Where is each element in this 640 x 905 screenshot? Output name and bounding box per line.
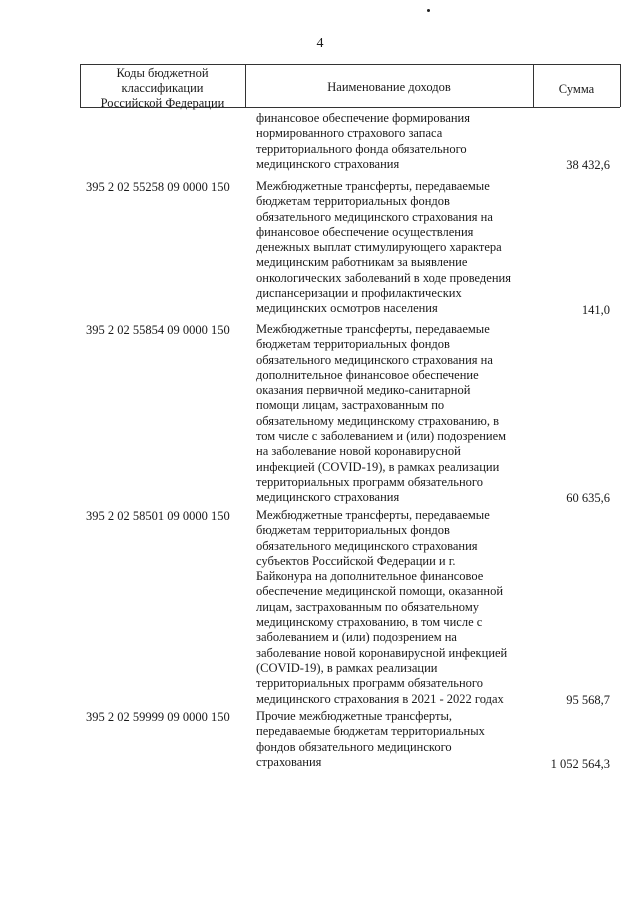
table-right-border <box>620 64 621 107</box>
income-amount: 38 432,6 <box>566 158 610 172</box>
income-amount: 60 635,6 <box>566 491 610 505</box>
header-amount: Сумма <box>558 82 595 96</box>
scan-speck <box>427 9 430 12</box>
income-name: Межбюджетные трансферты, передаваемые бюджетам территориальных фондов обязательного медицинского страхования субъектов Российской Федерации и г. Байконура на дополнительное финансовое обеспечение медицинской помощи, оказанной лицам, застрахованным по обязательному медицинскому страхованию, в том числе с заболеванием и (или) подозрением на заболевание новой коронавирусной инфекцией (COVID-19), в рамках реализации территориальных программ обязательного медицинского страхования в 2021 - 2022 годах <box>256 508 508 706</box>
income-amount: 95 568,7 <box>566 693 610 707</box>
income-amount: 141,0 <box>581 303 610 317</box>
income-name: финансовое обеспечение формирования нормированного страхового запаса территориального фонда обязательного медицинского страхования <box>256 111 470 171</box>
header-code: Коды бюджетной классификации Российской Федерации <box>100 66 225 110</box>
income-name: Межбюджетные трансферты, передаваемые бюджетам территориальных фондов обязательного медицинского страхования на финансовое обеспечение осуществления денежных выплат стимулирующего характера медицинским работникам за выявление онкологических заболеваний в ходе проведения диспансеризации и профилактических медицинских осмотров населения <box>256 179 511 316</box>
header-name: Наименование доходов <box>327 80 451 94</box>
budget-code: 395 2 02 55258 09 0000 150 <box>86 180 230 194</box>
income-name: Межбюджетные трансферты, передаваемые бюджетам территориальных фондов обязательного медицинского страхования на дополнительное финансовое обеспечение оказания первичной медико-санитарной помощи лицам, застрахованным по обязательному медицинскому страхованию, в том числе с заболеванием и (или) подозрением на заболевание новой коронавирусной инфекцией (COVID-19), в рамках реализации территориальных программ обязательного медицинского страхования <box>256 322 507 505</box>
table-top-border <box>80 64 620 65</box>
page-number: 4 <box>316 36 324 51</box>
budget-code: 395 2 02 58501 09 0000 150 <box>86 509 230 523</box>
income-amount: 1 052 564,3 <box>550 757 610 771</box>
budget-code: 395 2 02 59999 09 0000 150 <box>86 710 230 724</box>
budget-code: 395 2 02 55854 09 0000 150 <box>86 323 230 337</box>
income-name: Прочие межбюджетные трансферты, передаваемые бюджетам территориальных фондов обязательного медицинского страхования <box>256 709 485 769</box>
